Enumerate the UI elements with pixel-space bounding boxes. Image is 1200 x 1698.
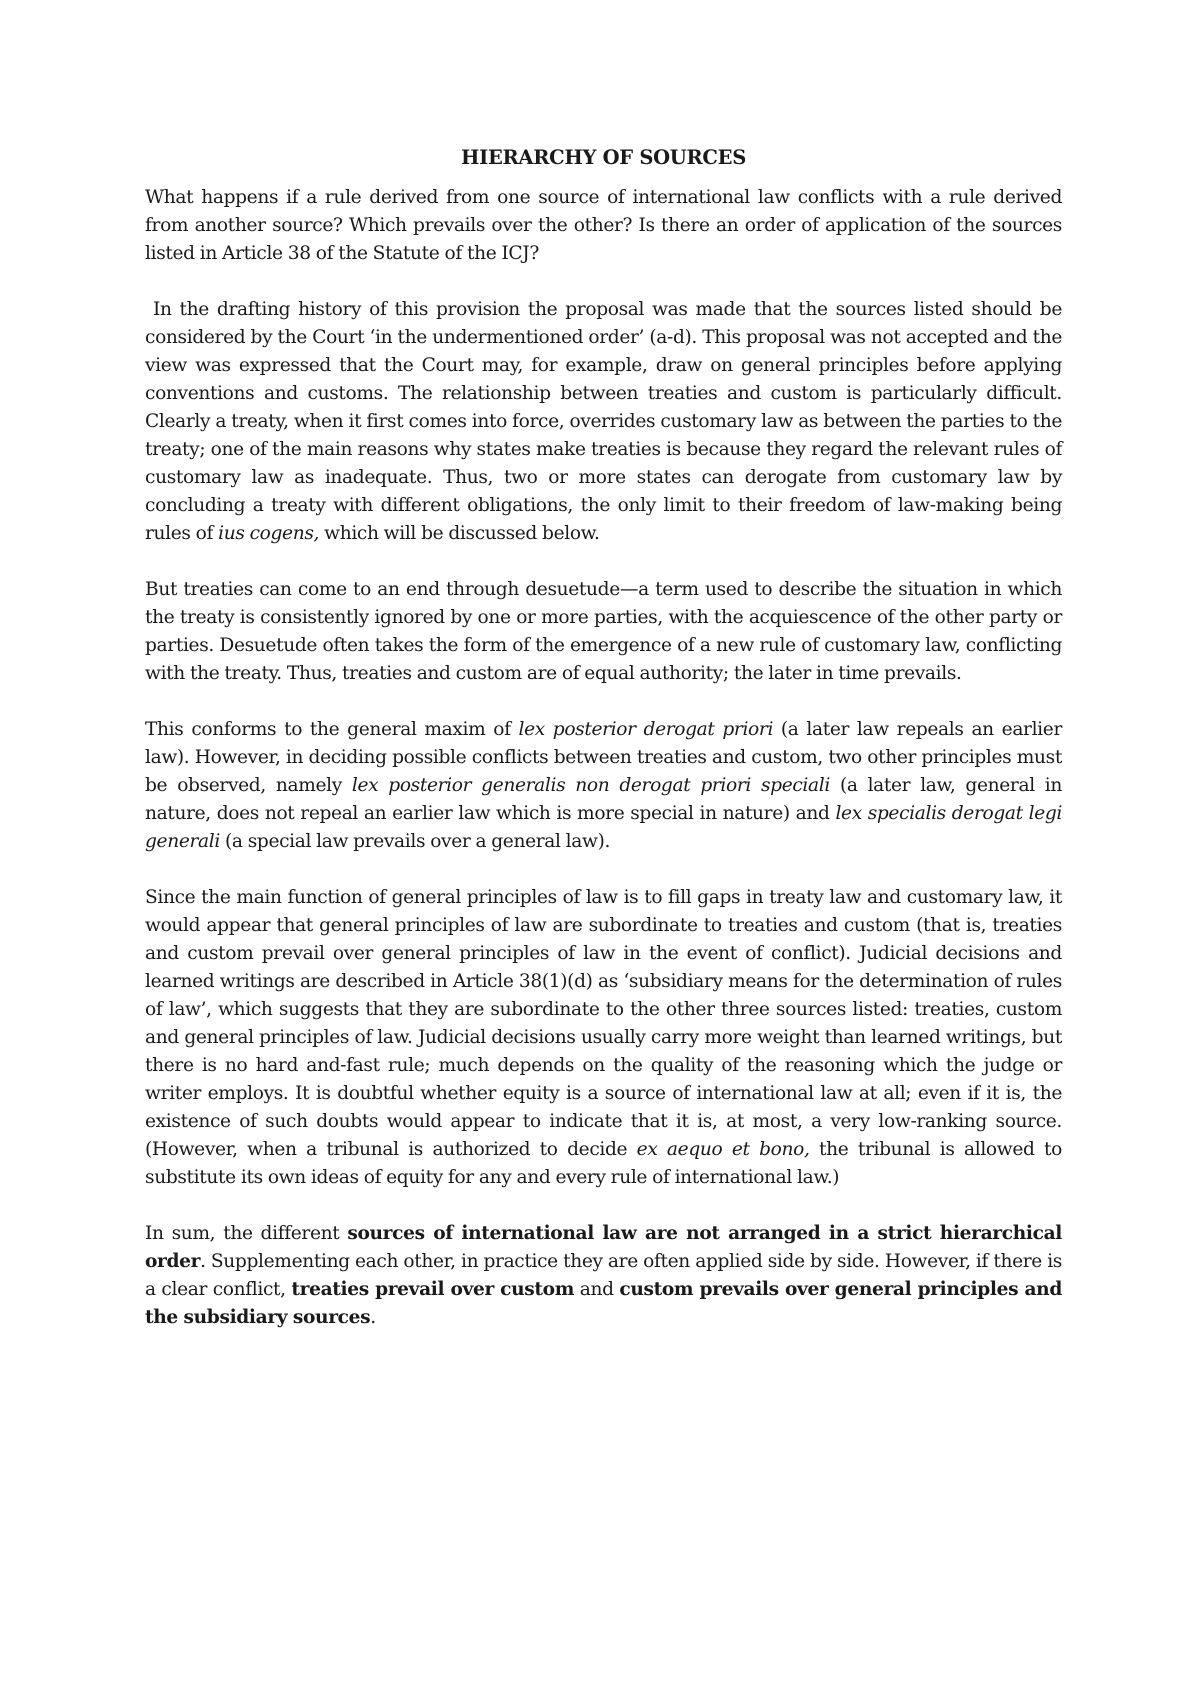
paragraph-text: Since the main function of general principles of law is to fill gaps in treaty law and customary law, it would appear that general principles of law are subordinate to treaties and custom (that is, treaties and custom prevail over general principles of law in the event of conflict). Judicial decisions and learned writings are described in Article 38(1)(d) as ‘subsidiary means for the determination of rules of law’, which suggests that they are subordinate to the other three sources listed: treaties, custom and general principles of law. Judicial decisions usually carry more weight than learned writings, but there is no hard and-fast rule; much depends on the quality of the reasoning which the judge or writer employs. It is doubtful whether equity is a source of international law at all; even if it is, the existence of such doubts would appear to indicate that it is, at most, a very low-ranking source. (However, when a tribunal is authorized to decide bbox=[145, 887, 1062, 1160]
document-body bbox=[145, 184, 1062, 1332]
paragraph-text: This conforms to the general maxim of bbox=[145, 719, 519, 740]
paragraph-text: . bbox=[370, 1307, 376, 1328]
paragraph-text: In the drafting history of this provision the proposal was made that the sources listed should be considered by the Court ‘in the undermentioned order’ (a-d). This proposal was not accepted and the view was expressed that the Court may, for example, draw on general principles before applying conventions and customs. The relationship between treaties and custom is particularly difficult. Clearly a treaty, when it first comes into force, overrides customary law as between the parties to the treaty; one of the main reasons why states make treaties is because they regard the relevant rules of customary law as inadequate. Thus, two or more states can derogate from customary law by concluding a treaty with different obligations, the only limit to their freedom of law-making being rules of bbox=[145, 299, 1062, 544]
paragraph-text: . Supplementing each other, in practice they are often applied side by side. However, if there is a clear conflict, bbox=[145, 1251, 1062, 1300]
paragraph-text: But treaties can come to an end through desuetude—a term used to describe the situation in which the treaty is consistently ignored by one or more parties, with the acquiescence of the other party or parties. Desuetude often takes the form of the emergence of a new rule of customary law, conflicting with the treaty. Thus, treaties and custom are of equal authority; the later in time prevails. bbox=[145, 579, 1062, 684]
document-title: HIERARCHY OF SOURCES bbox=[461, 146, 746, 169]
emphasis-bold-text: treaties prevail over custom bbox=[291, 1279, 575, 1300]
paragraph-text: and bbox=[574, 1279, 620, 1300]
paragraph-text: (a later law repeals an earlier law). However, in deciding possible conflicts between treaties and custom, two other principles must be observed, namely bbox=[145, 719, 1062, 796]
body-paragraph bbox=[145, 716, 1062, 856]
body-paragraph bbox=[145, 296, 1062, 548]
emphasis-bold-text: sources of international law are not arranged in a strict hierarchical order bbox=[145, 1223, 1062, 1272]
latin-term-italic: lex specialis derogat legi generali bbox=[145, 803, 1062, 852]
document-content bbox=[145, 144, 1062, 1360]
body-paragraph bbox=[145, 884, 1062, 1192]
body-paragraph bbox=[145, 1220, 1062, 1332]
latin-term-italic: ex aequo et bono, bbox=[636, 1139, 810, 1160]
paragraph-text: What happens if a rule derived from one source of international law conflicts with a rule derived from another source? Which prevails over the other? Is there an order of application of the sources listed in Article 38 of the Statute of the ICJ? bbox=[145, 187, 1062, 264]
body-paragraph bbox=[145, 576, 1062, 688]
latin-term-italic: lex posterior generalis non derogat priori speciali bbox=[351, 775, 830, 796]
body-paragraph bbox=[145, 184, 1062, 268]
paragraph-text: the tribunal is allowed to substitute its own ideas of equity for any and every rule of international law.) bbox=[145, 1139, 1062, 1188]
paragraph-text: which will be discussed below. bbox=[319, 523, 600, 544]
paragraph-text: (a later law, general in nature, does not repeal an earlier law which is more special in nature) and bbox=[145, 775, 1062, 824]
latin-term-italic: ius cogens, bbox=[218, 523, 320, 544]
paragraph-text: In sum, the different bbox=[145, 1223, 348, 1244]
paragraph-text: (a special law prevails over a general law). bbox=[219, 831, 611, 852]
latin-term-italic: lex posterior derogat priori bbox=[518, 719, 774, 740]
emphasis-bold-text: custom prevails over general principles and the subsidiary sources bbox=[145, 1279, 1062, 1328]
